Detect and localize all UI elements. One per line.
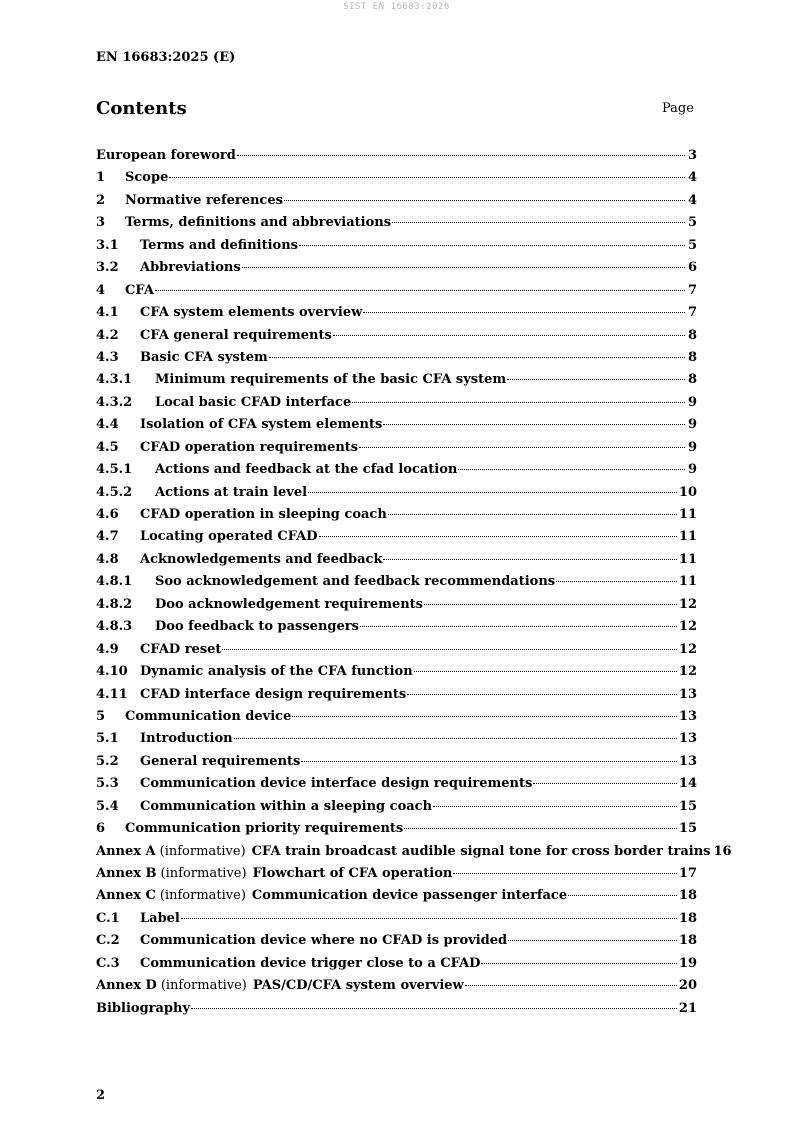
toc-entry[interactable] [96, 776, 697, 798]
toc-entry-page: 16 [713, 843, 732, 859]
toc-entry-title: Introduction [140, 731, 233, 747]
toc-entry[interactable] [96, 821, 697, 843]
toc-entry[interactable] [96, 552, 697, 574]
toc-entry-number: Annex C [96, 888, 156, 904]
toc-entry-page: 5 [687, 215, 697, 231]
toc-entry-page: 11 [678, 574, 697, 590]
toc-entry-page: 9 [687, 439, 697, 455]
toc-entry-number: 4.4 [96, 417, 119, 433]
toc-entry[interactable] [96, 283, 697, 305]
toc-entry-page: 18 [678, 910, 697, 926]
page-column-header: Page [662, 101, 694, 116]
toc-entry[interactable] [96, 709, 697, 731]
toc-entry-title: European foreword [96, 148, 236, 163]
toc-dot-leader [359, 447, 685, 448]
toc-entry-title: General requirements [140, 753, 301, 769]
toc-entry-title: Abbreviations [140, 260, 241, 276]
toc-entry-number: 4.7 [96, 529, 119, 545]
toc-entry-title: Communication priority requirements [125, 821, 404, 837]
toc-entry-page: 13 [678, 686, 697, 702]
toc-entry-number: 4.9 [96, 641, 119, 657]
toc-entry-title: Minimum requirements of the basic CFA system [155, 372, 507, 388]
toc-entry[interactable] [96, 574, 697, 596]
toc-dot-leader [360, 626, 677, 627]
toc-entry-number: 4.5.1 [96, 462, 133, 478]
toc-entry-number: Annex B [96, 866, 157, 881]
toc-entry-page: 9 [687, 417, 697, 433]
toc-dot-leader [299, 245, 685, 246]
table-of-contents [96, 148, 732, 1023]
toc-entry-title: Flowchart of CFA operation [252, 866, 453, 881]
toc-dot-leader [292, 716, 677, 717]
toc-entry-title: Doo acknowledgement requirements [155, 596, 423, 612]
toc-entry-number: 4.2 [96, 327, 119, 343]
toc-entry-title: CFA train broadcast audible signal tone for cross border trains [251, 843, 711, 859]
toc-entry[interactable] [96, 462, 697, 484]
toc-entry-title: Communication device trigger close to a CFAD [140, 955, 481, 971]
toc-entry[interactable] [96, 866, 697, 888]
toc-entry-number: 4.3 [96, 349, 119, 365]
toc-entry[interactable] [96, 956, 697, 978]
toc-entry-number: 4.8.1 [96, 574, 133, 590]
toc-entry-number: 6 [96, 821, 106, 837]
toc-dot-leader [453, 873, 677, 874]
toc-entry[interactable] [96, 395, 697, 417]
toc-dot-leader [424, 604, 677, 605]
toc-dot-leader [481, 963, 676, 964]
toc-dot-leader [181, 918, 677, 919]
toc-dot-leader [319, 536, 677, 537]
toc-annex-informative: (informative) [159, 888, 246, 904]
toc-entry[interactable] [96, 687, 697, 709]
toc-entry-number: 4.10 [96, 664, 128, 680]
toc-entry-title: CFAD operation in sleeping coach [140, 507, 387, 522]
toc-entry-title: Actions at train level [155, 484, 308, 500]
toc-entry-page: 9 [687, 394, 697, 410]
toc-entry-number: 4.3.1 [96, 372, 133, 388]
toc-entry[interactable] [96, 260, 697, 282]
toc-entry-page: 19 [678, 955, 697, 971]
toc-entry-title: Communication device [125, 708, 292, 724]
toc-entry-page: 15 [678, 821, 697, 837]
toc-entry-number: 4.5 [96, 439, 119, 455]
toc-entry-page: 21 [678, 1000, 697, 1016]
toc-entry[interactable] [96, 193, 697, 215]
toc-entry-number: 2 [96, 192, 106, 208]
toc-dot-leader [222, 649, 676, 650]
toc-dot-leader [352, 402, 685, 403]
toc-entry[interactable] [96, 619, 697, 641]
toc-entry-number: C.2 [96, 933, 120, 949]
toc-entry[interactable] [96, 529, 697, 551]
toc-dot-leader [383, 559, 676, 560]
toc-entry-page: 8 [687, 372, 697, 388]
toc-entry-title: Scope [125, 170, 169, 186]
toc-dot-leader [404, 828, 677, 829]
toc-entry-number: C.3 [96, 955, 120, 971]
toc-entry-page: 14 [678, 776, 697, 792]
toc-entry-page: 11 [678, 551, 697, 567]
toc-entry[interactable] [96, 1001, 697, 1023]
toc-dot-leader [533, 783, 677, 784]
toc-entry-number: 5.4 [96, 798, 119, 814]
toc-dot-leader [414, 671, 677, 672]
toc-entry-page: 18 [678, 933, 697, 949]
toc-entry[interactable] [96, 597, 697, 619]
page-number: 2 [96, 1088, 106, 1103]
toc-entry-title: Basic CFA system [140, 349, 268, 365]
toc-entry-title: Label [140, 910, 180, 926]
toc-entry-title: CFA [125, 282, 154, 298]
toc-dot-leader [242, 267, 685, 268]
toc-entry-page: 4 [687, 192, 697, 208]
toc-entry-page: 15 [678, 798, 697, 814]
toc-entry-number: 4.8.3 [96, 619, 133, 635]
toc-dot-leader [269, 357, 685, 358]
toc-entry-title: Communication within a sleeping coach [140, 798, 433, 814]
toc-entry[interactable] [96, 215, 697, 237]
toc-dot-leader [363, 312, 685, 313]
toc-dot-leader [284, 200, 685, 201]
toc-entry-title: CFA general requirements [140, 327, 332, 343]
toc-entry-number: 3.1 [96, 237, 119, 253]
contents-heading: Contents [96, 98, 187, 119]
toc-entry-title: CFAD reset [140, 641, 222, 657]
toc-entry-page: 10 [678, 484, 697, 500]
toc-entry[interactable] [96, 754, 697, 776]
toc-entry-title: Normative references [125, 192, 283, 208]
toc-annex-informative: (informative) [159, 843, 246, 859]
toc-entry-number: Annex D [96, 978, 157, 994]
toc-entry[interactable] [96, 978, 697, 1000]
toc-entry[interactable] [96, 148, 697, 170]
toc-entry-page: 13 [678, 708, 697, 724]
toc-dot-leader [407, 694, 677, 695]
toc-entry-number: 4.6 [96, 507, 119, 522]
toc-dot-leader [155, 290, 685, 291]
toc-entry-page: 9 [687, 462, 697, 478]
toc-entry[interactable] [96, 911, 697, 933]
toc-entry-page: 17 [678, 866, 697, 881]
toc-entry[interactable] [96, 843, 732, 866]
toc-entry-number: 3 [96, 215, 106, 231]
toc-entry-page: 12 [678, 664, 697, 680]
toc-entry[interactable] [96, 731, 697, 753]
document-id: EN 16683:2025 (E) [96, 50, 236, 65]
toc-entry-title: Acknowledgements and feedback [140, 551, 383, 567]
toc-entry-title: Bibliography [96, 1000, 191, 1016]
toc-entry[interactable] [96, 485, 697, 507]
toc-entry-title: CFAD interface design requirements [140, 686, 407, 702]
toc-entry-title: Isolation of CFA system elements [140, 417, 383, 433]
toc-entry-number: 5.2 [96, 753, 119, 769]
toc-annex-informative: (informative) [160, 866, 247, 881]
toc-dot-leader [234, 738, 677, 739]
toc-entry[interactable] [96, 888, 697, 910]
toc-entry-page: 18 [678, 888, 697, 904]
toc-entry-number: 4.8 [96, 551, 119, 567]
toc-entry-number: 3.2 [96, 260, 119, 276]
toc-entry-number: 5 [96, 708, 106, 724]
toc-dot-leader [433, 806, 677, 807]
toc-dot-leader [169, 177, 685, 178]
toc-entry-page: 12 [678, 596, 697, 612]
toc-entry-title: Actions and feedback at the cfad location [155, 462, 458, 478]
toc-entry-number: 4.3.2 [96, 394, 133, 410]
toc-entry-number: 1 [96, 170, 106, 186]
toc-entry-page: 8 [687, 327, 697, 343]
toc-entry[interactable] [96, 933, 697, 955]
toc-entry-page: 7 [687, 305, 697, 321]
toc-entry-number: 5.3 [96, 776, 119, 792]
toc-entry-page: 11 [678, 529, 697, 545]
toc-entry-title: Dynamic analysis of the CFA function [140, 664, 413, 680]
toc-entry[interactable] [96, 440, 697, 462]
toc-entry-number: 5.1 [96, 731, 119, 747]
toc-entry[interactable] [96, 372, 697, 394]
toc-dot-leader [508, 940, 677, 941]
toc-entry[interactable] [96, 328, 697, 350]
toc-entry-page: 13 [678, 731, 697, 747]
toc-entry-page: 20 [678, 978, 697, 994]
toc-entry-title: Terms and definitions [140, 237, 298, 253]
toc-entry[interactable] [96, 664, 697, 686]
toc-entry-title: PAS/CD/CFA system overview [252, 978, 464, 994]
toc-entry-title: Terms, definitions and abbreviations [125, 215, 392, 231]
toc-entry[interactable] [96, 417, 697, 439]
toc-entry-title: Locating operated CFAD [140, 529, 318, 545]
toc-entry-page: 6 [687, 260, 697, 276]
toc-entry[interactable] [96, 507, 697, 529]
toc-dot-leader [308, 492, 677, 493]
toc-dot-leader [388, 514, 677, 515]
toc-dot-leader [333, 335, 685, 336]
toc-entry-page: 12 [678, 619, 697, 635]
toc-entry-title: Communication device where no CFAD is provided [140, 933, 508, 949]
toc-entry-page: 3 [687, 148, 697, 163]
toc-entry-page: 11 [678, 507, 697, 522]
toc-entry-page: 8 [687, 349, 697, 365]
toc-dot-leader [392, 222, 685, 223]
toc-entry[interactable] [96, 305, 697, 327]
toc-entry-title: CFA system elements overview [140, 305, 363, 321]
toc-dot-leader [507, 379, 685, 380]
toc-dot-leader [458, 469, 685, 470]
toc-entry[interactable] [96, 350, 697, 372]
toc-entry[interactable] [96, 642, 697, 664]
toc-entry-title: CFAD operation requirements [140, 439, 359, 455]
toc-entry-number: 4.5.2 [96, 484, 133, 500]
toc-entry-number: C.1 [96, 910, 120, 926]
toc-entry[interactable] [96, 799, 697, 821]
toc-entry-title: Doo feedback to passengers [155, 619, 359, 635]
toc-entry[interactable] [96, 170, 697, 192]
toc-dot-leader [383, 424, 685, 425]
toc-dot-leader [237, 155, 685, 156]
toc-annex-informative: (informative) [160, 978, 247, 994]
watermark: SIST EN 16683:2026 [343, 2, 450, 12]
toc-entry-number: 4.1 [96, 305, 119, 321]
toc-entry-number: 4.8.2 [96, 596, 133, 612]
toc-dot-leader [568, 895, 677, 896]
toc-entry-title: Communication device passenger interface [251, 888, 568, 904]
toc-entry-title: Communication device interface design requirements [140, 776, 533, 792]
toc-dot-leader [556, 581, 677, 582]
toc-entry-number: Annex A [96, 843, 156, 859]
toc-entry-page: 4 [687, 170, 697, 186]
toc-entry-title: Local basic CFAD interface [155, 394, 352, 410]
toc-entry-number: 4.11 [96, 686, 128, 702]
toc-entry-number: 4 [96, 282, 106, 298]
toc-entry-title: Soo acknowledgement and feedback recommendations [155, 574, 556, 590]
toc-entry-page: 13 [678, 753, 697, 769]
toc-dot-leader [465, 985, 677, 986]
toc-dot-leader [191, 1008, 677, 1009]
toc-dot-leader [301, 761, 677, 762]
toc-entry-page: 12 [678, 641, 697, 657]
toc-entry-page: 7 [687, 282, 697, 298]
toc-entry[interactable] [96, 238, 697, 260]
toc-entry-page: 5 [687, 237, 697, 253]
